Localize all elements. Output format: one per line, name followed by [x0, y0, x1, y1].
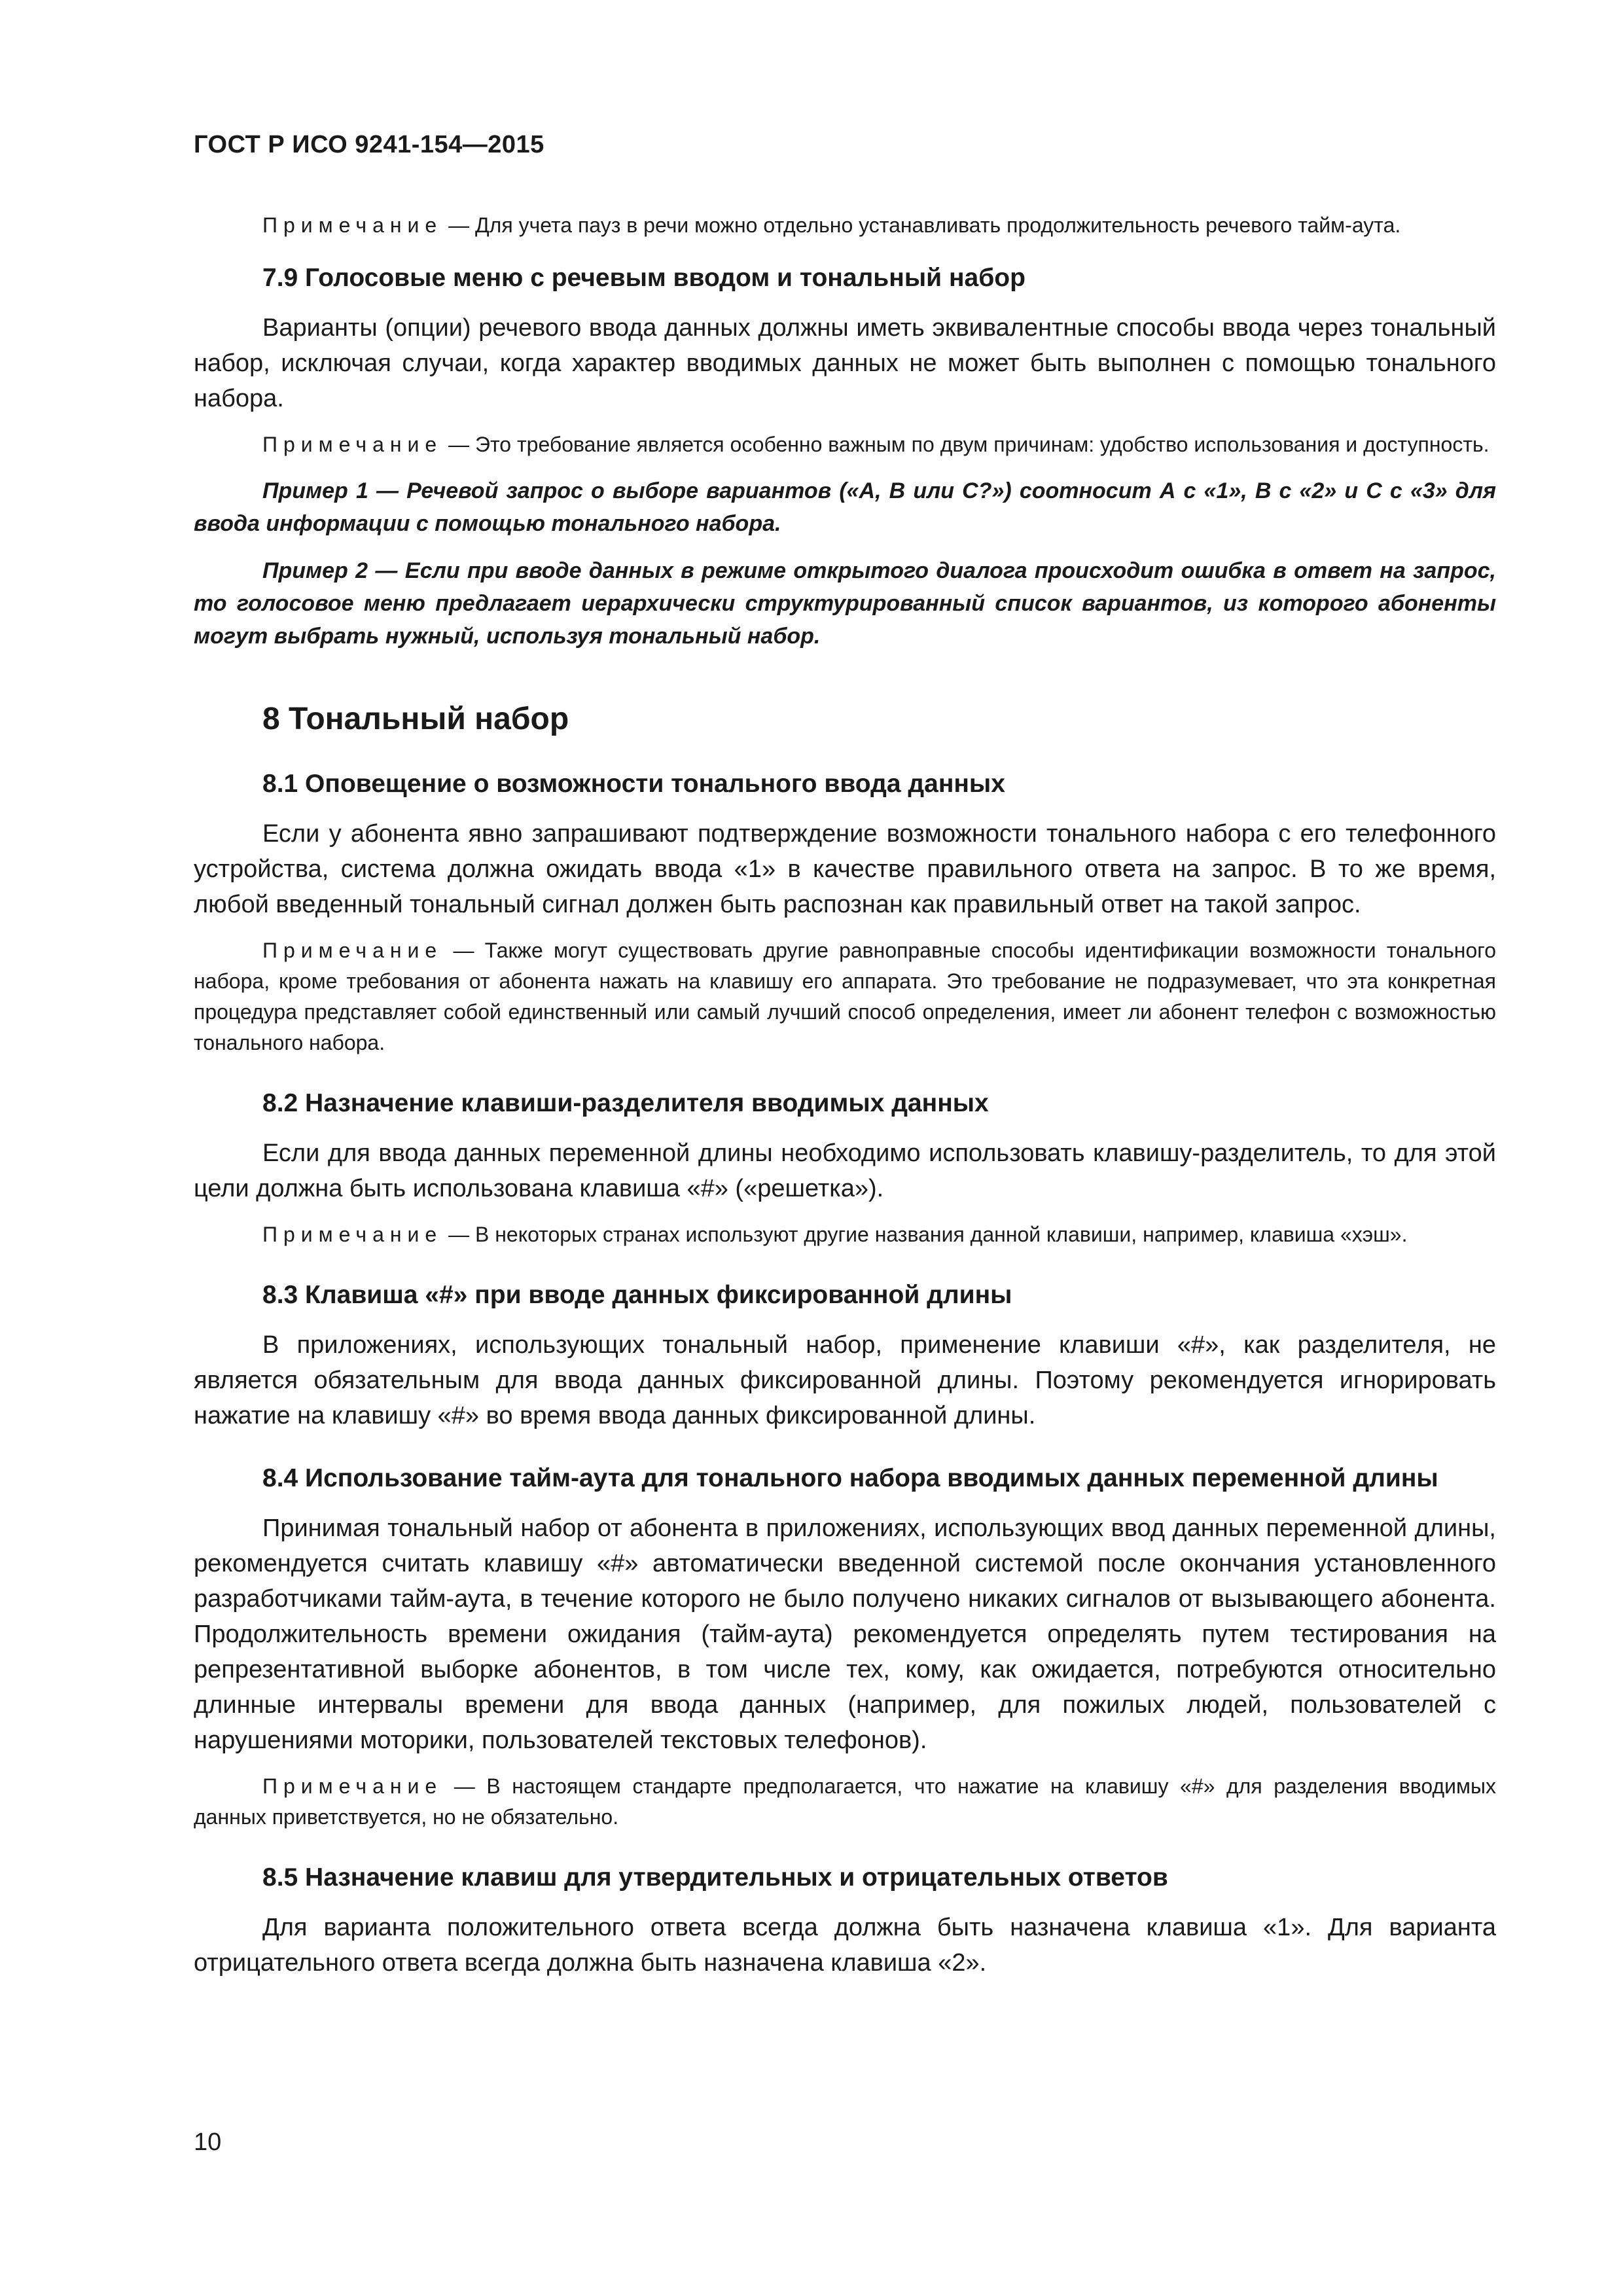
paragraph-8-2: Если для ввода данных переменной длины необходимо использовать клавишу-разделитель, то для этой цели должна быть использована клавиша «#» («решетка»). [194, 1139, 1496, 1202]
heading-7-9: 7.9 Голосовые меню с речевым вводом и тональный набор [262, 264, 1026, 292]
document-header: ГОСТ Р ИСО 9241-154—2015 [194, 131, 544, 158]
paragraph-7-9: Варианты (опции) речевого ввода данных должны иметь эквивалентные способы ввода через тональный набор, исключая случаи, когда характер вводимых данных не может быть выполнен с помощью тонального набора. [194, 314, 1496, 412]
note-text: — В некоторых странах используют другие названия данной клавиши, например, клавиша «хэш». [448, 1223, 1408, 1246]
note-label: Примечание [262, 939, 443, 962]
paragraph-8-1: Если у абонента явно запрашивают подтверждение возможности тонального набора с его телефонного устройства, система должна ожидать ввода «1» в качестве правильного ответа на запрос. В то же время, любой введенный тональный сигнал должен быть распознан как правильный ответ на такой запрос. [194, 820, 1496, 918]
page-number: 10 [194, 2128, 222, 2156]
note-hash-optional [194, 1771, 1496, 1833]
note-label: Примечание [262, 1774, 443, 1798]
heading-8-3: 8.3 Клавиша «#» при вводе данных фиксированной длины [262, 1281, 1012, 1309]
example-2: Пример 2 — Если при вводе данных в режиме открытого диалога происходит ошибка в ответ на запрос, то голосовое меню предлагает иерархически структурированный список вариантов, из которого абоненты могут выбрать нужный, используя тональный набор. [194, 558, 1496, 649]
heading-8-5: 8.5 Назначение клавиш для утвердительных и отрицательных ответов [262, 1863, 1168, 1892]
example-1: Пример 1 — Речевой запрос о выборе вариантов («А, В или С?») соотносит А с «1», В с «2» и С с «3» для ввода информации с помощью тонального набора. [194, 478, 1496, 536]
note-label: Примечание [262, 433, 443, 456]
document-page [194, 131, 1496, 2193]
note-hash-name [194, 1219, 1496, 1250]
heading-8: 8 Тональный набор [262, 702, 569, 736]
note-label: Примечание [262, 213, 443, 237]
note-pause-timeout [194, 210, 1496, 241]
paragraph-8-5: Для варианта положительного ответа всегда должна быть назначена клавиша «1». Для варианта отрицательного ответа всегда должна быть назначена клавиша «2». [194, 1914, 1496, 1977]
note-identification [194, 935, 1496, 1058]
paragraph-8-3: В приложениях, использующих тональный набор, применение клавиши «#», как разделителя, не является обязательным для ввода данных фиксированной длины. Поэтому рекомендуется игнорировать нажатие на клавишу «#» во время ввода данных фиксированной длины. [194, 1331, 1496, 1429]
heading-8-1: 8.1 Оповещение о возможности тонального ввода данных [262, 770, 1005, 798]
paragraph-8-4: Принимая тональный набор от абонента в приложениях, использующих ввод данных переменной длины, рекомендуется считать клавишу «#» автоматически введенной системой после окончания установленного разработчиками тайм-аута, в течение которого не было получено никаких сигналов от вызывающего абонента. Продолжительность времени ожидания (тайм-аута) рекомендуется определять путем тестирования на репрезентативной выборке абонентов, в том числе тех, кому, как ожидается, потребуются относительно длинные интервалы времени для ввода данных (например, для пожилых людей, пользователей с нарушениями моторики, пользователей текстовых телефонов). [194, 1515, 1496, 1754]
note-text: — Также могут существовать другие равноправные способы идентификации возможности тонального набора, кроме требования от абонента нажать на клавишу его аппарата. Это требование не подразумевает, что эта конкретная процедура представляет собой единственный или самый лучший способ определения, имеет ли абонент телефон с возможностью тонального набора. [194, 939, 1497, 1054]
note-label: Примечание [262, 1223, 443, 1246]
note-importance [194, 429, 1496, 460]
heading-8-2: 8.2 Назначение клавиши-разделителя вводимых данных [262, 1089, 989, 1117]
note-text: — Это требование является особенно важным по двум причинам: удобство использования и доступность. [448, 433, 1489, 456]
note-text: — В настоящем стандарте предполагается, что нажатие на клавишу «#» для разделения вводимых данных приветствуется, но не обязательно. [194, 1774, 1497, 1829]
heading-8-4: 8.4 Использование тайм-аута для тонального набора вводимых данных переменной длины [262, 1464, 1438, 1492]
note-text: — Для учета пауз в речи можно отдельно устанавливать продолжительность речевого тайм-аута. [448, 213, 1401, 237]
